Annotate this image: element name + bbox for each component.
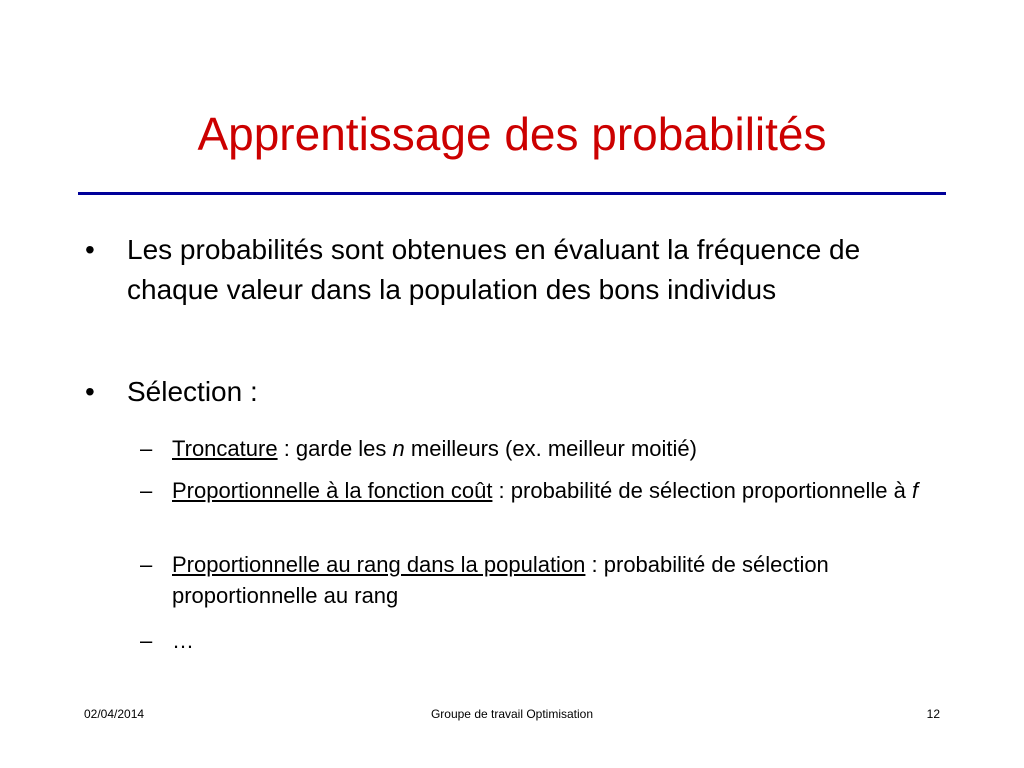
footer-date: 02/04/2014 [84, 707, 145, 721]
subitem-variable: f [911, 478, 919, 503]
dash-marker: – [140, 552, 153, 577]
subitem-desc: : probabilité de sélection proportionnelle au rang [172, 552, 829, 608]
subitem-desc-end: meilleurs (ex. meilleur moitié) [404, 436, 697, 461]
subitem-troncature [140, 433, 920, 464]
bullet-marker: • [85, 234, 95, 265]
bullet-text: Les probabilités sont obtenues en évaluant la fréquence de chaque valeur dans la population des bons individus [127, 234, 861, 305]
subitem-proportional-cost [140, 475, 920, 506]
subitem-variable: n [392, 436, 405, 461]
subitem-term: Proportionnelle au rang dans la population [172, 552, 586, 577]
subitem-proportional-rank [140, 549, 920, 611]
dash-marker: – [140, 628, 153, 653]
subitem-desc: : probabilité de sélection proportionnelle à [492, 478, 912, 503]
footer-title: Groupe de travail Optimisation [430, 707, 594, 721]
bullet-marker: • [85, 376, 95, 407]
bullet-item-selection [85, 372, 915, 412]
title-divider [78, 192, 946, 195]
subitem-ellipsis [140, 625, 920, 656]
slide-number: 12 [926, 707, 940, 721]
subitem-text: … [172, 628, 194, 653]
subitem-text [172, 549, 920, 611]
dash-marker: – [140, 478, 153, 503]
subitem-text [172, 433, 920, 464]
subitem-term: Proportionnelle à la fonction coût [172, 478, 493, 503]
bullet-text: Sélection : [127, 376, 258, 407]
bullet-item-probabilities [85, 230, 915, 310]
slide-title: Apprentissage des probabilités [197, 108, 827, 160]
subitem-text [172, 475, 920, 506]
subitem-term: Troncature [172, 436, 278, 461]
dash-marker: – [140, 436, 153, 461]
subitem-desc: : garde les [277, 436, 393, 461]
